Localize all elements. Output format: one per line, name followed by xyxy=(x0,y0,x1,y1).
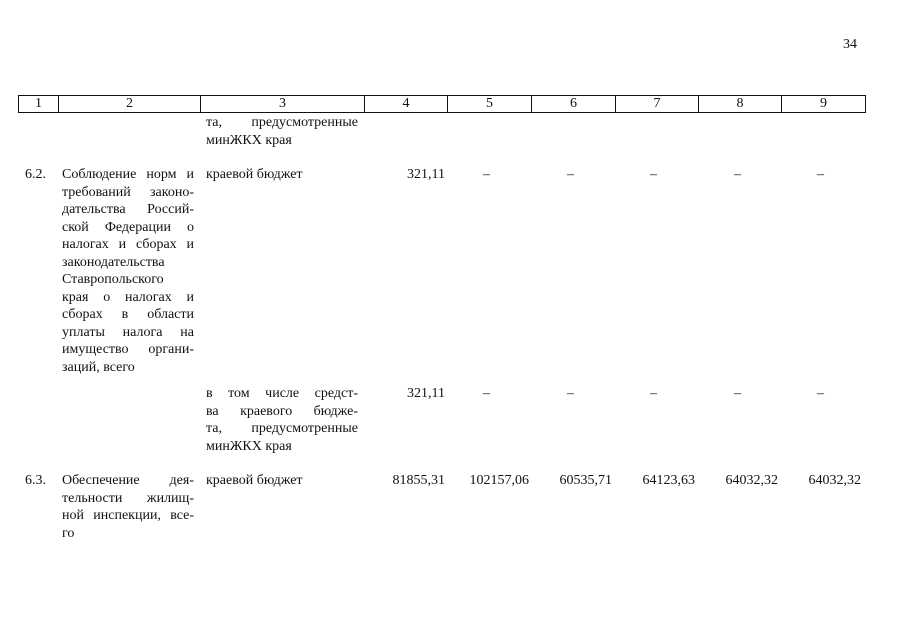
column-header-8: 8 xyxy=(699,96,782,113)
row-number: 6.2. xyxy=(25,167,46,182)
column-header-1: 1 xyxy=(19,96,59,113)
column-header-4: 4 xyxy=(365,96,448,113)
name-line: ной инспекции, все- xyxy=(62,508,194,523)
name-line: дательства Россий- xyxy=(62,202,194,217)
name-line: го xyxy=(62,525,75,541)
value-col-6: – xyxy=(567,386,574,401)
value-col-8: 64032,32 xyxy=(725,473,778,488)
value-col-4: 321,11 xyxy=(407,386,445,401)
column-header-3: 3 xyxy=(201,96,365,113)
source-line: та, предусмотренные xyxy=(206,115,358,130)
name-line: Ставропольского xyxy=(62,272,164,287)
name-line: Обеспечение дея- xyxy=(62,473,194,488)
column-header-6: 6 xyxy=(532,96,616,113)
continued-source-cell xyxy=(206,114,358,149)
name-line: края о налогах и xyxy=(62,289,194,305)
value-col-8: – xyxy=(734,167,741,182)
column-header-9: 9 xyxy=(782,96,866,113)
value-col-5: – xyxy=(483,167,490,182)
value-col-7: 64123,63 xyxy=(642,473,695,488)
source-line: та, предусмотренные xyxy=(206,421,358,436)
value-col-9: – xyxy=(817,167,824,182)
column-header-row xyxy=(19,96,866,113)
source-line: минЖКХ края xyxy=(206,132,292,148)
name-line: требований законо- xyxy=(62,184,194,200)
column-header-table xyxy=(18,95,866,113)
value-col-4: 321,11 xyxy=(407,167,445,182)
name-line: заций, всего xyxy=(62,359,135,375)
name-line: уплаты налога на xyxy=(62,324,194,340)
row-name-cell xyxy=(62,472,194,542)
name-line: законодательства xyxy=(62,254,165,270)
row-source: краевой бюджет xyxy=(206,167,303,182)
row-source: краевой бюджет xyxy=(206,473,303,488)
value-col-6: 60535,71 xyxy=(559,473,612,488)
column-header-2: 2 xyxy=(59,96,201,113)
column-header-7: 7 xyxy=(616,96,699,113)
name-line: ской Федерации о xyxy=(62,219,194,235)
source-line: ва краевого бюдже- xyxy=(206,403,358,419)
value-col-5: – xyxy=(483,386,490,401)
name-line: Соблюдение норм и xyxy=(62,167,194,182)
name-line: налогах и сборах и xyxy=(62,237,194,252)
row-name-cell xyxy=(62,166,194,376)
value-col-7: – xyxy=(650,167,657,182)
page-number: 34 xyxy=(843,37,857,52)
source-line: в том числе средст- xyxy=(206,386,358,401)
name-line: имущество органи- xyxy=(62,342,194,357)
name-line: тельности жилищ- xyxy=(62,490,194,506)
sub-source-cell xyxy=(206,385,358,455)
value-col-7: – xyxy=(650,386,657,401)
value-col-6: – xyxy=(567,167,574,182)
value-col-9: – xyxy=(817,386,824,401)
column-header-5: 5 xyxy=(448,96,532,113)
value-col-8: – xyxy=(734,386,741,401)
value-col-4: 81855,31 xyxy=(392,473,445,488)
row-number: 6.3. xyxy=(25,473,46,488)
value-col-5: 102157,06 xyxy=(469,473,529,488)
source-line: минЖКХ края xyxy=(206,438,292,454)
value-col-9: 64032,32 xyxy=(808,473,861,488)
name-line: сборах в области xyxy=(62,307,194,322)
